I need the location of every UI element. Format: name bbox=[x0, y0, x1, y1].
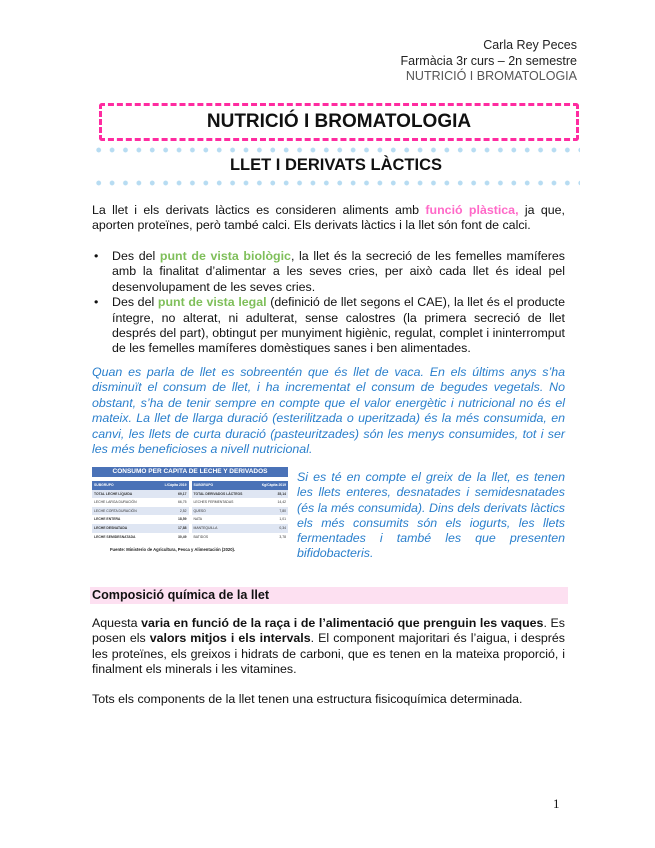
page-title: NUTRICIÓ I BROMATOLOGIA bbox=[206, 111, 472, 132]
table-header-cell: L/Cápita 2019 bbox=[164, 483, 187, 487]
page-subtitle: LLET I DERIVATS LÀCTICS bbox=[229, 156, 443, 174]
table-header-cell: SUBGRUPO bbox=[193, 483, 214, 487]
table-cell: LECHE DESNATADA bbox=[94, 525, 128, 530]
subject-name: NUTRICIÓ I BROMATOLOGIA bbox=[405, 69, 577, 83]
composition-text: . El component majoritari és l’aigua, i després les proteïnes, els greixos i hidrats de carboni, que es tenen en la mateixa proporció, i finalment els minerals i les vitamines. bbox=[92, 631, 566, 677]
table-header-row bbox=[92, 481, 189, 490]
table-row bbox=[192, 498, 289, 507]
bullet-text-pre: Des del bbox=[112, 249, 160, 263]
composition-text: Aquesta bbox=[92, 616, 142, 630]
bullet-text-post: , la llet és la secreció de les femelles mamíferes amb la finalitat d’alimentar a les seves cries, per això cada llet és ideal pel desenvolupament de les seves cries. bbox=[112, 249, 565, 294]
table-cell: LECHE ENTERA bbox=[94, 517, 121, 522]
bullet-text-pre: Des del bbox=[112, 295, 158, 310]
bullet-highlight: punt de vista legal bbox=[157, 295, 267, 310]
table-cell: LECHE CORTA DURACIÓN bbox=[94, 508, 137, 513]
table-cell: TOTAL DERIVADOS LÁCTEOS bbox=[193, 491, 243, 496]
table-cell: BATIDOS bbox=[193, 534, 209, 539]
table-row bbox=[92, 515, 189, 524]
dotted-divider-bottom bbox=[92, 180, 580, 186]
structure-paragraph: Tots els components de la llet tenen una estructura fisicoquímica determinada. bbox=[92, 692, 523, 706]
table-cell: 30,49 bbox=[178, 534, 187, 539]
table-title: CONSUMO PER CAPITA DE LECHE Y DERIVADOS bbox=[92, 467, 288, 477]
table-cell: MANTEQUILLA bbox=[193, 525, 218, 530]
table-cell: 7,80 bbox=[279, 508, 286, 513]
table-cell: 66,75 bbox=[178, 500, 187, 505]
table-cell: 1,01 bbox=[279, 517, 286, 522]
bullet-highlight: punt de vista biològic bbox=[159, 249, 291, 263]
consumption-table bbox=[92, 467, 288, 571]
table-row bbox=[92, 490, 189, 499]
section-heading: Composició química de la llet bbox=[90, 587, 568, 604]
table-cell: 35,14 bbox=[277, 491, 286, 496]
table-source: Fuente: Ministerio de Agricultura, Pesca y Alimentación (2020). bbox=[110, 547, 236, 553]
composition-text: . Es posen els bbox=[92, 616, 565, 646]
table-cell: 3,78 bbox=[279, 534, 286, 539]
italic-note: Quan es parla de llet es sobreentén que és llet de vaca. En els últims anys s’ha disminuït el consum de llet, i ha incrementat el consum de begudes vegetals. No obstant, s’ha de tenir sempre en compte que el valor energètic i nutricional no és el mateix. La llet de llarga duració (esterilitzada o uperitzada) és la més consumida, en canvi, les llets de curta duració (pasteuritzades) són les menys consumides, tot i ser les més beneficioses a nivell nutricional. bbox=[92, 365, 565, 457]
author-name: Carla Rey Peces bbox=[483, 38, 577, 52]
table-header-cell: Kg/Cápita 2019 bbox=[261, 483, 286, 487]
list-item bbox=[92, 295, 565, 357]
intro-text-post: ja que, aporten proteïnes, però també calci. Els derivats làctics i la llet són font de calci. bbox=[92, 203, 565, 233]
table-right bbox=[192, 481, 289, 541]
table-row bbox=[192, 490, 289, 499]
title-box bbox=[99, 103, 579, 141]
table-cell: 14,42 bbox=[277, 500, 286, 505]
table-header-cell: SUBGRUPO bbox=[94, 483, 114, 487]
table-row bbox=[92, 498, 189, 507]
intro-highlight: funció plàstica, bbox=[425, 203, 519, 217]
table-row bbox=[92, 507, 189, 516]
side-note: Si es té en compte el greix de la llet, es tenen les llets enteres, desnatades i semidesnatades (és la més consumida). Dins dels derivats làctics els més consumits són els iogurts, les llets fermentades i també les que presenten bifidobacteris. bbox=[297, 470, 565, 561]
table-cell: 17,88 bbox=[178, 525, 187, 530]
table-left bbox=[92, 481, 189, 541]
table-row bbox=[192, 524, 289, 533]
table-cell: 18,59 bbox=[178, 517, 187, 522]
table-cell: LECHE SEMIDESNATADA bbox=[94, 534, 136, 539]
intro-paragraph bbox=[92, 203, 565, 234]
table-cell: NATA bbox=[193, 517, 203, 522]
table-cell: LECHE LARGA DURACIÓN bbox=[94, 500, 137, 505]
composition-bold: varia en funció de la raça i de l’alimentació que prenguin les vaques bbox=[141, 616, 544, 630]
page-header bbox=[401, 38, 577, 85]
table-cell: 69,17 bbox=[178, 491, 187, 496]
bullet-text-post: (definició de llet segons el CAE), la llet és el producte íntegre, no alterat, ni adulterat, sense calostres (la primera secreció de llet després del part), obtingut per munyiment higiènic, regulat, complet i ininterromput de les femelles mamíferes domèstiques sanes i ben alimentades. bbox=[112, 295, 565, 356]
dotted-divider-top bbox=[92, 147, 580, 153]
list-item bbox=[92, 249, 565, 295]
table-cell: TOTAL LECHE LÍQUIDA bbox=[94, 491, 133, 496]
table-cell: 0,34 bbox=[279, 525, 286, 530]
table-cell: LECHES FERMENTADAS bbox=[193, 500, 234, 505]
table-cell: 2,52 bbox=[179, 508, 187, 513]
table-cell: QUESO bbox=[193, 508, 206, 513]
table-row bbox=[192, 507, 289, 516]
table-row bbox=[192, 533, 289, 542]
table-row bbox=[92, 524, 189, 533]
definition-list bbox=[92, 249, 565, 357]
table-row bbox=[192, 515, 289, 524]
course-info: Farmàcia 3r curs – 2n semestre bbox=[400, 53, 577, 68]
composition-paragraph bbox=[92, 616, 565, 678]
composition-bold: valors mitjos i els intervals bbox=[149, 631, 311, 646]
intro-text-pre: La llet i els derivats làctics es consideren aliments amb bbox=[92, 203, 426, 217]
page-number: 1 bbox=[553, 796, 560, 811]
table-header-row bbox=[192, 481, 289, 490]
table-row bbox=[92, 533, 189, 542]
